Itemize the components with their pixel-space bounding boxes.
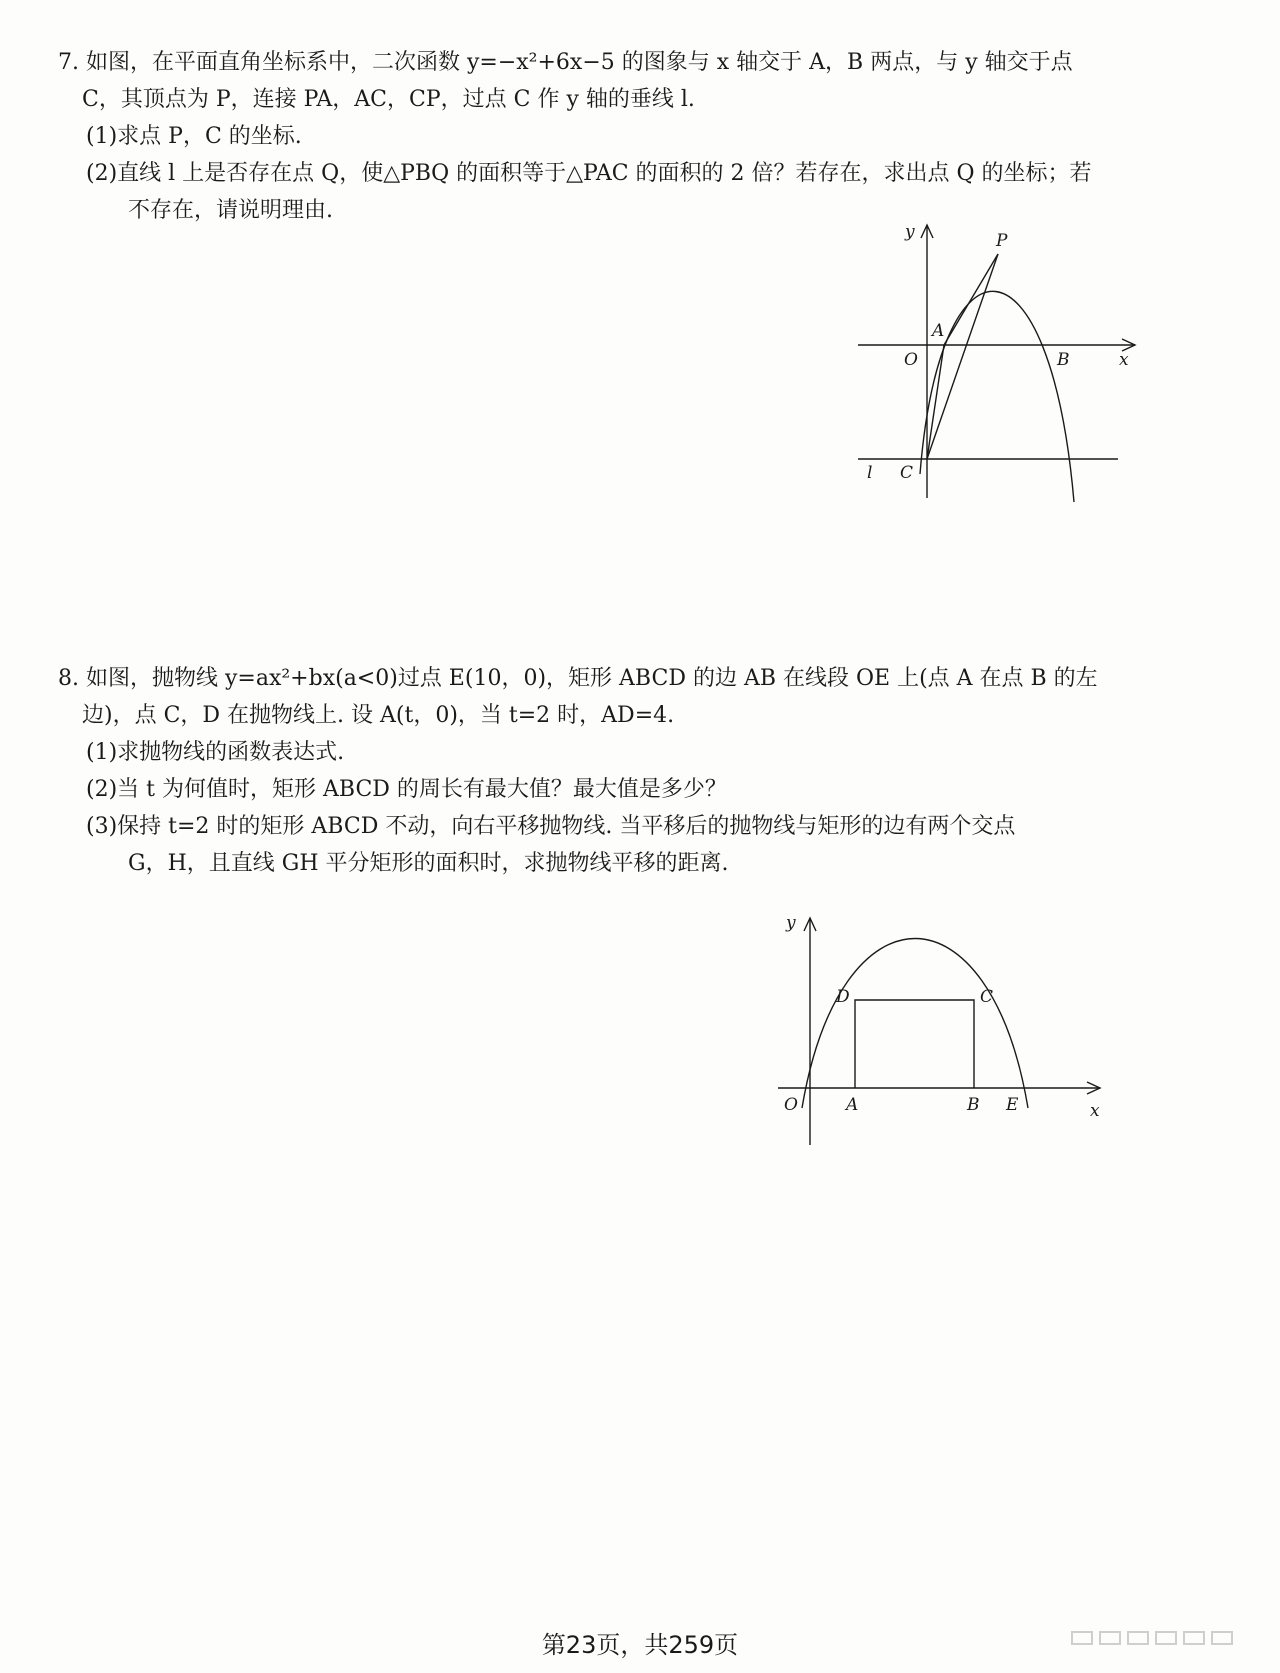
label-x: x <box>1090 1101 1100 1121</box>
label-A: A <box>846 1095 859 1115</box>
problem-8-question-1: (1)求抛物线的函数表达式. <box>86 740 345 765</box>
label-D: D <box>836 987 850 1007</box>
parabola <box>802 939 1028 1109</box>
problem-7 <box>58 44 1218 229</box>
problem-8-question-3: (3)保持 t=2 时的矩形 ABCD 不动，向右平移抛物线. 当平移后的抛物线与矩形的边有两个交点 <box>86 814 1016 839</box>
label-B: B <box>967 1095 980 1115</box>
rectangle-ABCD <box>855 1000 974 1088</box>
problem-8-question-2: (2)当 t 为何值时，矩形 ABCD 的周长有最大值？最大值是多少？ <box>86 777 727 802</box>
label-E: E <box>1006 1095 1019 1115</box>
label-P: P <box>996 231 1008 251</box>
label-O: O <box>784 1095 798 1115</box>
problem-7-question-2-cont: 不存在，请说明理由. <box>128 198 333 223</box>
label-y: y <box>786 913 796 933</box>
problem-7-question-1: (1)求点 P，C 的坐标. <box>86 124 302 149</box>
problem-7-question-2: (2)直线 l 上是否存在点 Q，使△PBQ 的面积等于△PAC 的面积的 2 倍？若存在，求出点 Q 的坐标；若 <box>86 161 1092 186</box>
problem-8-figure <box>770 910 1130 1160</box>
label-A: A <box>932 321 945 341</box>
problem-8 <box>58 660 1218 882</box>
problem-7-figure <box>850 220 1230 520</box>
scan-artifact-marks <box>1070 1630 1260 1648</box>
problem-8-stem-line2: 边)，点 C，D 在抛物线上. 设 A(t，0)，当 t=2 时，AD=4. <box>82 703 675 728</box>
problem-7-graph <box>850 220 1230 520</box>
problem-8-question-3-cont: G，H，且直线 GH 平分矩形的面积时，求抛物线平移的距离. <box>128 851 729 876</box>
problem-7-stem-line1: 7. 如图，在平面直角坐标系中，二次函数 y=−x²+6x−5 的图象与 x 轴交于 A，B 两点，与 y 轴交于点 <box>58 50 1073 75</box>
label-C: C <box>900 463 914 483</box>
label-C: C <box>980 987 994 1007</box>
page-number: 第23页，共259页 <box>541 1631 739 1659</box>
label-y: y <box>905 222 915 242</box>
label-x: x <box>1119 350 1129 370</box>
label-l: l <box>867 463 873 483</box>
problem-8-graph <box>770 910 1130 1160</box>
label-B: B <box>1057 350 1070 370</box>
problem-7-stem-line2: C，其顶点为 P，连接 PA，AC，CP，过点 C 作 y 轴的垂线 l. <box>82 87 695 112</box>
label-O: O <box>904 350 918 370</box>
segment-CP <box>927 254 998 459</box>
problem-8-stem-line1: 8. 如图，抛物线 y=ax²+bx(a<0)过点 E(10，0)，矩形 ABCD 的边 AB 在线段 OE 上(点 A 在点 B 的左 <box>58 666 1098 691</box>
